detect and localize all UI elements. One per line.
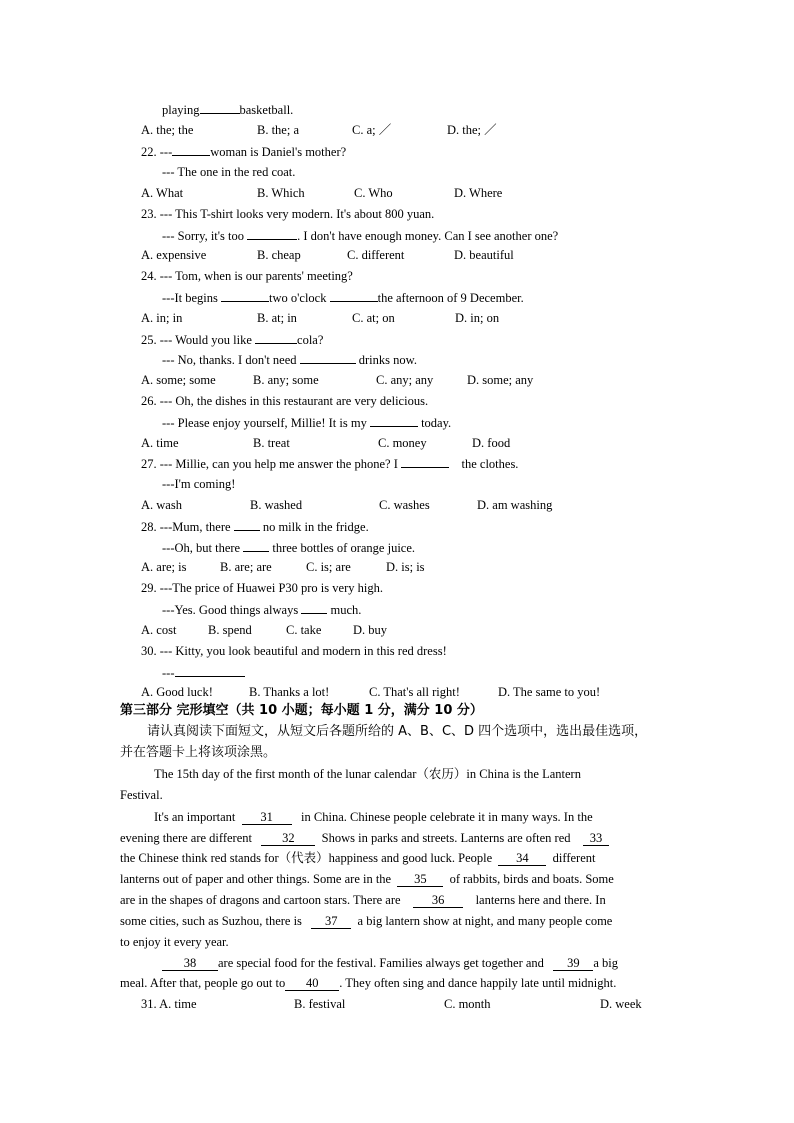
q25-option-d: D. some; any bbox=[467, 373, 534, 387]
q30-reply: --- bbox=[162, 664, 245, 681]
blank-31: 31 bbox=[242, 810, 292, 825]
q28-option-b: B. are; are bbox=[220, 560, 272, 574]
q21-option-d: D. the; ／ bbox=[447, 123, 497, 137]
q27-option-b: B. washed bbox=[250, 498, 303, 512]
q31-option-d: D. week bbox=[600, 997, 642, 1011]
passage-line-38: 38 are special food for the festival. Families always get together and 39 a big bbox=[162, 955, 618, 971]
q26-option-c: C. money bbox=[378, 436, 427, 450]
q24-option-b: B. at; in bbox=[257, 311, 297, 325]
q24-reply: ---It begins two o'clock the afternoon of 9 December. bbox=[162, 291, 524, 305]
q25-option-c: C. any; any bbox=[376, 373, 434, 387]
q23-option-b: B. cheap bbox=[257, 248, 301, 262]
q28-option-d: D. is; is bbox=[386, 560, 425, 574]
q29-reply: ---Yes. Good things always much. bbox=[162, 603, 362, 617]
q21-option-a: A. the; the bbox=[141, 123, 194, 137]
section3-instruction-line2: 并在答题卡上将该项涂黑。 bbox=[120, 745, 277, 760]
passage-line-35: lanterns out of paper and other things. Some are in the 35 of rabbits, birds and boats. Some bbox=[120, 872, 614, 886]
q26-option-a: A. time bbox=[141, 436, 179, 450]
q28-reply: ---Oh, but there three bottles of orange juice. bbox=[162, 541, 416, 555]
q23-question: 23. --- This T-shirt looks very modern. It's about 800 yuan. bbox=[141, 207, 435, 221]
passage-line-36: are in the shapes of dragons and cartoon stars. There are 36 lanterns here and there. In bbox=[120, 893, 606, 907]
q29-option-c: C. take bbox=[286, 623, 322, 637]
q27-option-d: D. am washing bbox=[477, 498, 553, 512]
q22-option-a: A. What bbox=[141, 186, 184, 200]
q26-question: 26. --- Oh, the dishes in this restaurant are very delicious. bbox=[141, 394, 429, 408]
q21-option-c: C. a; ／ bbox=[352, 123, 392, 137]
passage-line-p2-end: to enjoy it every year. bbox=[120, 935, 229, 949]
q25-option-b: B. any; some bbox=[253, 373, 319, 387]
q30-option-b: B. Thanks a lot! bbox=[249, 685, 330, 699]
q25-reply: --- No, thanks. I don't need drinks now. bbox=[162, 353, 417, 367]
q23-option-a: A. expensive bbox=[141, 248, 207, 262]
passage-p1-line2: Festival. bbox=[120, 788, 163, 802]
q25-option-a: A. some; some bbox=[141, 373, 216, 387]
q24-option-a: A. in; in bbox=[141, 311, 183, 325]
q22-option-c: C. Who bbox=[354, 186, 393, 200]
passage-line-31: It's an important 31 in China. Chinese people celebrate it in many ways. In the bbox=[154, 810, 593, 824]
q29-option-a: A. cost bbox=[141, 623, 177, 637]
blank-35: 35 bbox=[397, 872, 443, 887]
passage-line-32: evening there are different 32 Shows in parks and streets. Lanterns are often red 33 bbox=[120, 830, 609, 846]
q29-option-d: D. buy bbox=[353, 623, 388, 637]
q24-option-c: C. at; on bbox=[352, 311, 395, 325]
q23-reply: --- Sorry, it's too . I don't have enough money. Can I see another one? bbox=[162, 229, 559, 243]
passage-line-34: the Chinese think red stands for（代表）happiness and good luck. People 34 different bbox=[120, 851, 596, 865]
q29-question: 29. ---The price of Huawei P30 pro is very high. bbox=[141, 581, 383, 595]
q30-question: 30. --- Kitty, you look beautiful and modern in this red dress! bbox=[141, 644, 447, 658]
blank-40: 40 bbox=[285, 976, 339, 991]
q30-option-a: A. Good luck! bbox=[141, 685, 213, 699]
q22-option-d: D. Where bbox=[454, 186, 503, 200]
q28-question: 28. ---Mum, there no milk in the fridge. bbox=[141, 520, 369, 534]
q27-option-a: A. wash bbox=[141, 498, 182, 512]
q26-reply: --- Please enjoy yourself, Millie! It is my today. bbox=[162, 416, 452, 430]
q21-stem: playing basketball. bbox=[162, 103, 294, 117]
q22-reply: --- The one in the red coat. bbox=[162, 165, 296, 179]
q24-question: 24. --- Tom, when is our parents' meeting? bbox=[141, 269, 353, 283]
passage-p1-line1: The 15th day of the first month of the lunar calendar（农历）in China is the Lantern bbox=[154, 767, 581, 781]
q29-option-b: B. spend bbox=[208, 623, 252, 637]
q26-option-d: D. food bbox=[472, 436, 511, 450]
q31-option-c: C. month bbox=[444, 997, 491, 1011]
q27-question: 27. --- Millie, can you help me answer the phone? I the clothes. bbox=[141, 457, 519, 471]
blank-37: 37 bbox=[311, 914, 351, 929]
blank-38: 38 bbox=[162, 956, 218, 971]
q26-option-b: B. treat bbox=[253, 436, 290, 450]
blank-32: 32 bbox=[261, 831, 315, 846]
section3-title: 第三部分 完形填空（共 10 小题；每小题 1 分，满分 10 分） bbox=[120, 703, 483, 718]
q24-option-d: D. in; on bbox=[455, 311, 500, 325]
blank-36: 36 bbox=[413, 893, 463, 908]
q30-option-d: D. The same to you! bbox=[498, 685, 601, 699]
q28-option-c: C. is; are bbox=[306, 560, 351, 574]
q25-question: 25. --- Would you like cola? bbox=[141, 333, 324, 347]
q22-question: 22. --- woman is Daniel's mother? bbox=[141, 145, 347, 159]
blank-33: 33 bbox=[583, 831, 609, 846]
q28-option-a: A. are; is bbox=[141, 560, 187, 574]
blank-39: 39 bbox=[553, 956, 593, 971]
q27-option-c: C. washes bbox=[379, 498, 430, 512]
q27-reply: ---I'm coming! bbox=[162, 477, 236, 491]
q30-option-c: C. That's all right! bbox=[369, 685, 460, 699]
q31-option-a: 31. A. time bbox=[141, 997, 197, 1011]
q31-option-b: B. festival bbox=[294, 997, 346, 1011]
blank-34: 34 bbox=[498, 851, 546, 866]
passage-line-37: some cities, such as Suzhou, there is 37 a big lantern show at night, and many people come bbox=[120, 914, 613, 928]
passage-line-40: meal. After that, people go out to 40 . They often sing and dance happily late until midnight. bbox=[120, 976, 617, 990]
section3-instruction-line1: 请认真阅读下面短文，从短文后各题所给的 A、B、C、D 四个选项中，选出最佳选项， bbox=[147, 724, 648, 739]
q21-option-b: B. the; a bbox=[257, 123, 300, 137]
q23-option-d: D. beautiful bbox=[454, 248, 514, 262]
q23-option-c: C. different bbox=[347, 248, 405, 262]
q22-option-b: B. Which bbox=[257, 186, 305, 200]
